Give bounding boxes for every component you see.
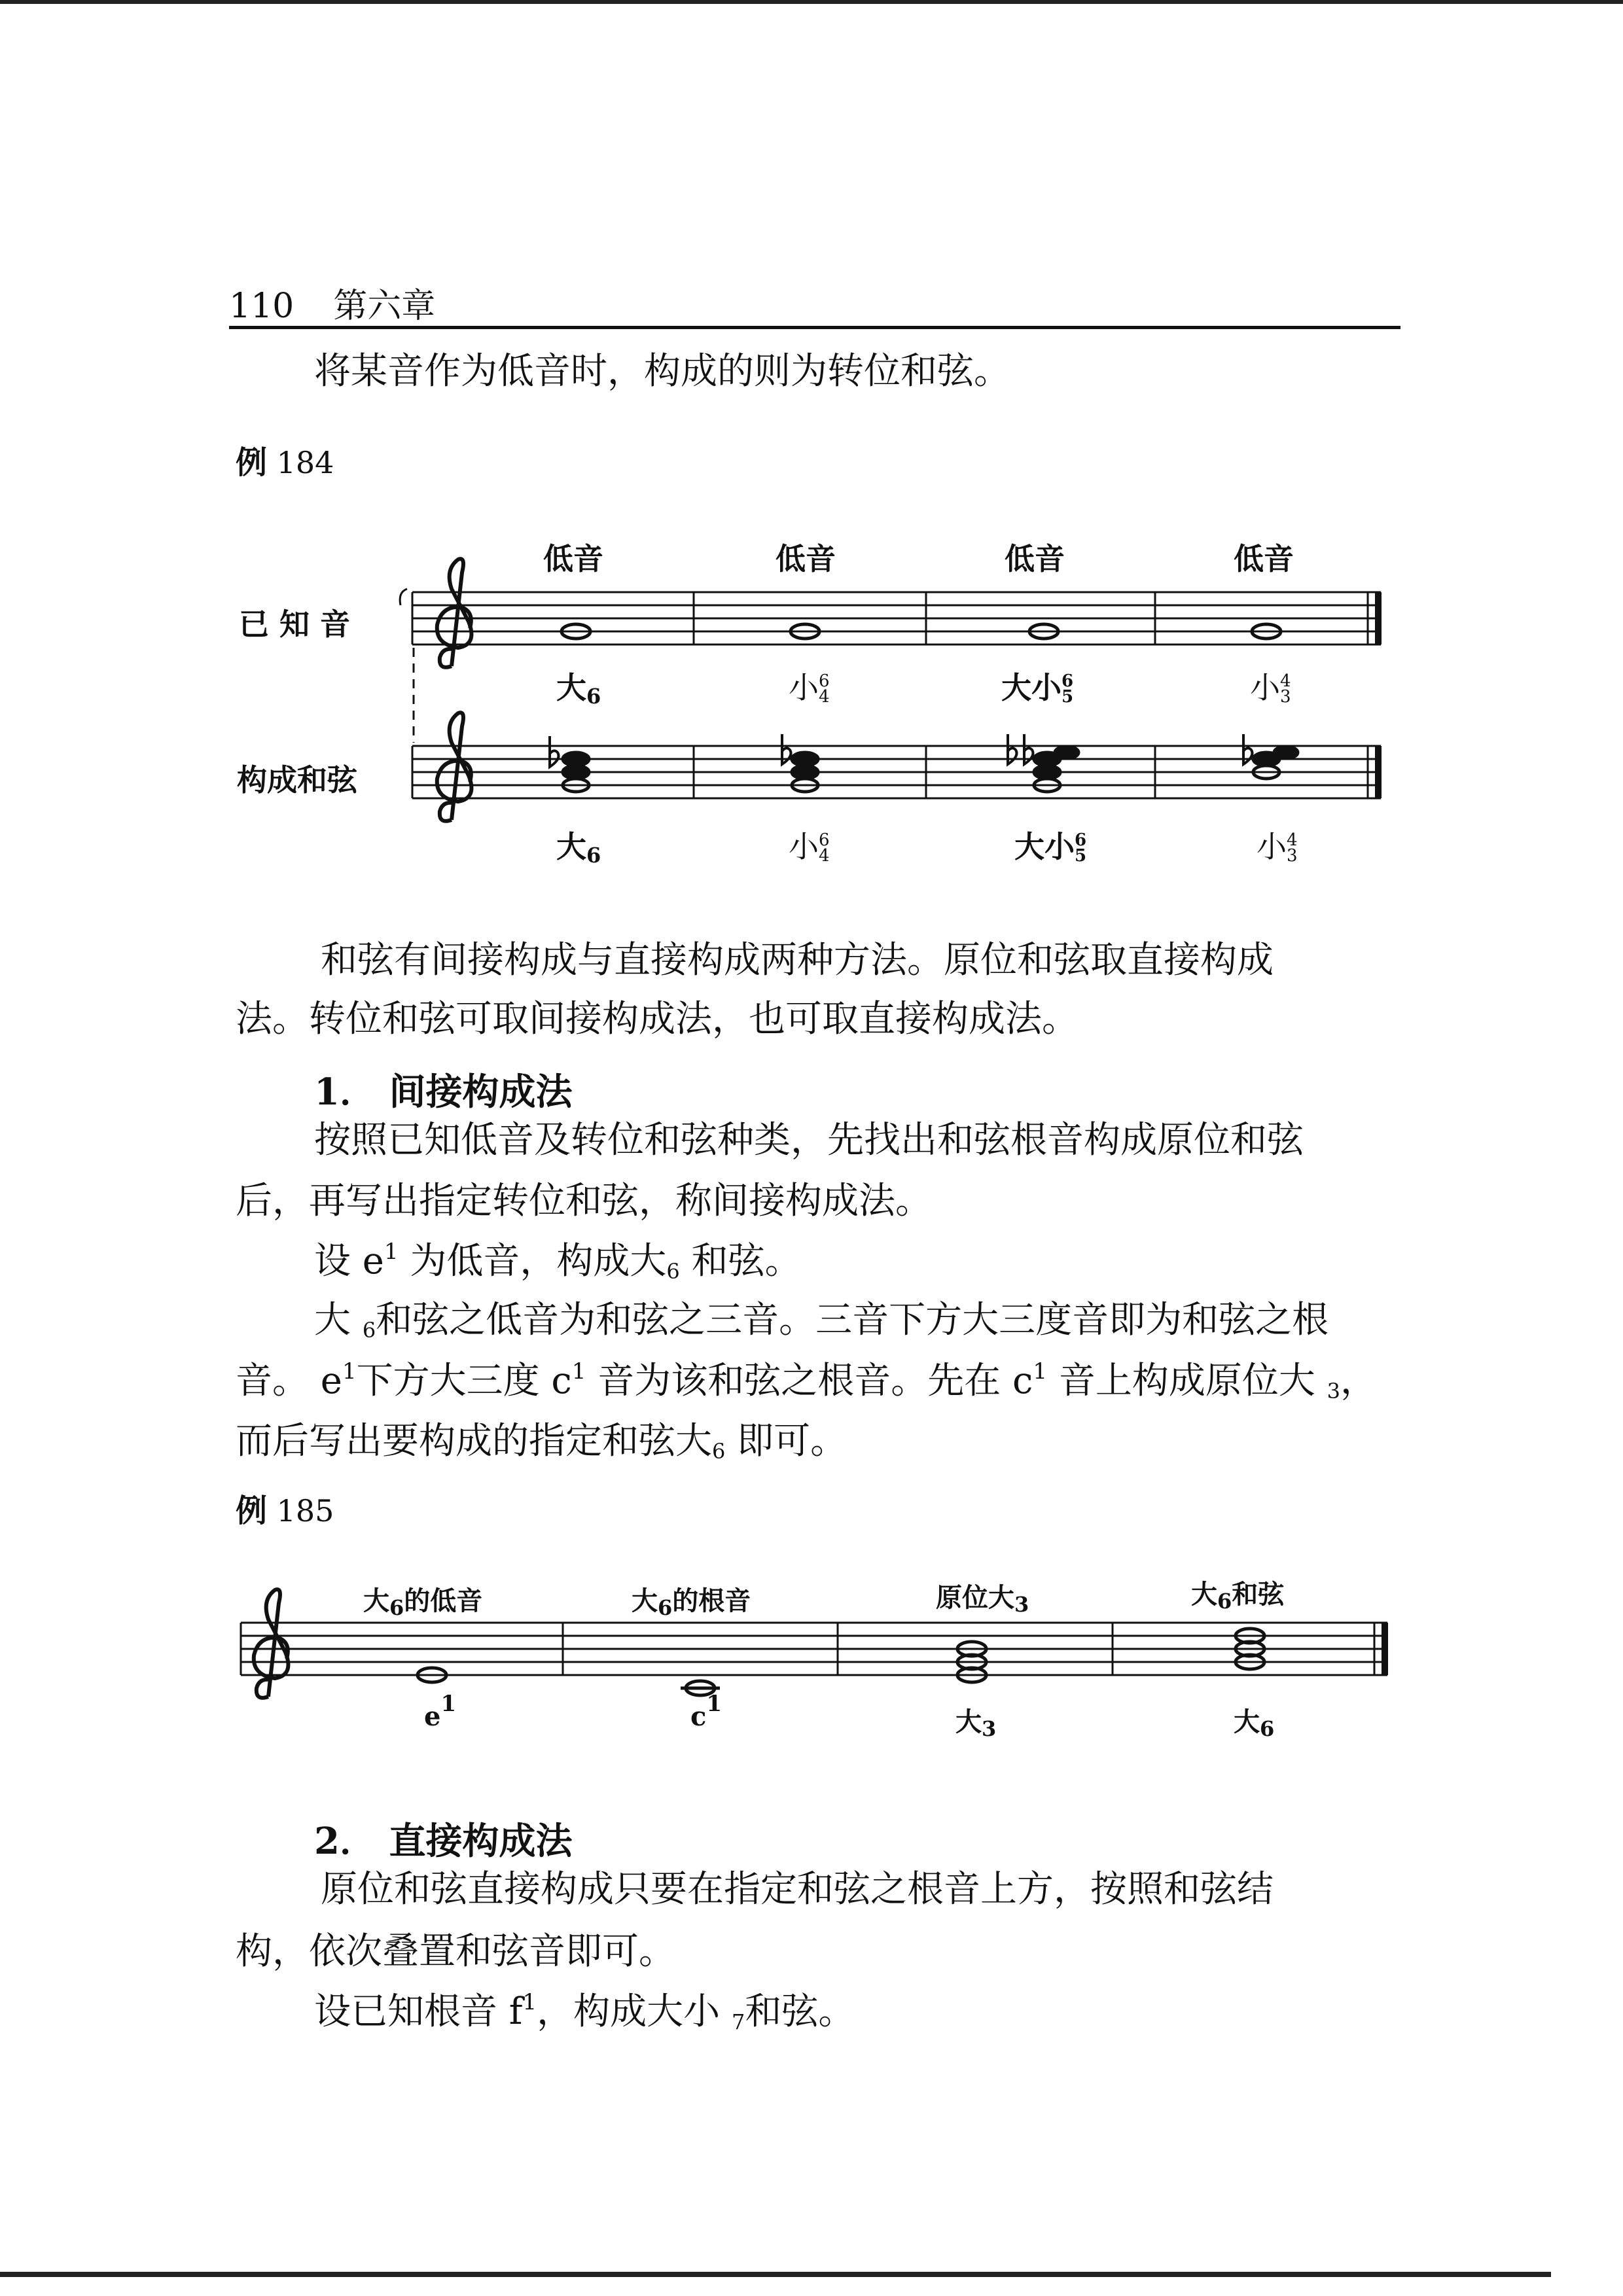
- label-main: e: [424, 1701, 441, 1732]
- chord-sub: 6: [586, 843, 601, 868]
- staff-example-185: [241, 1623, 1387, 1675]
- bass-label-4: 低音: [1234, 541, 1294, 576]
- barlines-184: [412, 592, 1368, 798]
- bass-label-1: 低音: [543, 541, 603, 576]
- label-sub: 3: [1014, 1592, 1029, 1617]
- section-2-para-2: [314, 1989, 855, 2034]
- label-main: 大: [1234, 1706, 1260, 1737]
- chord-sub: 4: [819, 687, 830, 707]
- chord-main: 小: [1250, 670, 1280, 705]
- section-1-para-2: [314, 1239, 802, 1284]
- text-run: ，: [1340, 1360, 1377, 1402]
- chord-main: 小: [1257, 829, 1287, 864]
- flat-icon: [550, 734, 1253, 767]
- text-run: 下方大三度 c: [356, 1360, 572, 1402]
- chord-sub: 4: [819, 846, 830, 866]
- section-1-para-3-line-2: [236, 1358, 1377, 1404]
- section-1-para-3-line-3: [236, 1420, 847, 1464]
- text-sup: 1: [383, 1239, 399, 1265]
- label-post: 的低音: [404, 1585, 483, 1616]
- chord-main: 大小: [1001, 670, 1061, 705]
- intro-line: 将某音作为低音时，构成的则为转位和弦。: [314, 350, 1010, 393]
- methods-line-2: 法。转位和弦可取间接构成法，也可取直接构成法。: [236, 998, 1079, 1040]
- label-sub: 3: [982, 1716, 997, 1741]
- text-run: 音上构成原位大: [1047, 1360, 1327, 1402]
- ex185-bottom-label-3: [955, 1701, 996, 1739]
- section-1-heading: 1． 间接构成法: [314, 1070, 573, 1114]
- section-2-para-1-line-1: 原位和弦直接构成只要在指定和弦之根音上方，按照和弦结: [321, 1868, 1274, 1911]
- text-run: ，构成大小: [537, 1990, 732, 2033]
- label-post: 的根音: [672, 1585, 751, 1616]
- section-1-para-3-line-1: [314, 1299, 1329, 1343]
- section-2-para-1-line-2: 构，依次叠置和弦音即可。: [236, 1930, 675, 1973]
- chord-sub: 5: [1075, 846, 1087, 866]
- label-sup: 1: [440, 1691, 457, 1717]
- text-run: 为低音，构成大: [398, 1240, 667, 1282]
- text-sup: 1: [342, 1358, 357, 1385]
- label-post: 和弦: [1232, 1579, 1285, 1610]
- example-number: 185: [276, 1493, 334, 1528]
- chord-sup: 4: [1280, 671, 1291, 691]
- text-run: 音。 e: [236, 1360, 342, 1402]
- label-main: c: [690, 1701, 707, 1732]
- text-sub: 6: [362, 1318, 376, 1343]
- section-1-para-1-line-2: 后，再写出指定转位和弦，称间接构成法。: [236, 1180, 932, 1222]
- label-main: 大: [632, 1585, 658, 1616]
- chord-main: 大小: [1014, 829, 1075, 864]
- text-sup: 1: [1033, 1358, 1048, 1385]
- chord-sub: 5: [1061, 687, 1074, 707]
- chord-sup: 6: [819, 671, 830, 691]
- chord-main: 大: [556, 670, 586, 705]
- chapter-title: 第六章: [333, 287, 436, 326]
- treble-clef-icon: [254, 1589, 289, 1698]
- chord-sup: 4: [1287, 830, 1298, 850]
- text-sub: 7: [731, 2009, 745, 2034]
- chord-main: 小: [789, 829, 819, 864]
- label-main: 大: [363, 1585, 389, 1616]
- example-185-label: [236, 1485, 334, 1530]
- chord-sup: 6: [1075, 830, 1087, 850]
- chord-main: 小: [789, 670, 819, 705]
- text-sub: 6: [712, 1439, 726, 1464]
- section-2-heading: 2． 直接构成法: [314, 1820, 573, 1863]
- text-run: 大: [314, 1299, 363, 1341]
- text-run: 和弦之低音为和弦之三音。三音下方大三度音即为和弦之根: [376, 1299, 1329, 1341]
- text-run: 设已知根音 f: [314, 1990, 523, 2033]
- text-run: 设 e: [314, 1240, 384, 1282]
- chord-main: 大: [556, 829, 586, 864]
- label-sup: 1: [706, 1691, 722, 1717]
- label-sub: 6: [1260, 1716, 1275, 1741]
- example-prefix: 例: [236, 1492, 268, 1529]
- chord-sub: 3: [1280, 687, 1291, 707]
- bass-label-2: 低音: [776, 541, 836, 576]
- treble-clef-icon: [437, 559, 472, 667]
- label-sub: 6: [1217, 1589, 1232, 1614]
- treble-clef-icon: [437, 713, 472, 821]
- label-sub: 6: [389, 1595, 404, 1620]
- chord-sup: 6: [819, 830, 830, 850]
- ex185-bottom-label-4: [1234, 1701, 1274, 1739]
- chord-sub: 6: [586, 684, 601, 709]
- chord-sub: 3: [1287, 846, 1298, 866]
- text-sup: 1: [571, 1358, 586, 1385]
- text-run: 和弦。: [679, 1240, 802, 1282]
- example-prefix: 例: [236, 444, 268, 481]
- label-sub: 6: [658, 1595, 673, 1620]
- staff-known-notes: [412, 592, 1381, 645]
- ex185-bottom-label-1: [424, 1691, 457, 1732]
- text-sub: 6: [666, 1259, 680, 1284]
- methods-line-1: 和弦有间接构成与直接构成两种方法。原位和弦取直接构成: [321, 939, 1274, 981]
- page-number: 110: [229, 287, 294, 326]
- text-run: 音为该和弦之根音。先在 c: [586, 1360, 1033, 1402]
- example-number: 184: [276, 445, 334, 480]
- text-sup: 1: [522, 1989, 537, 2015]
- label-main: 大: [955, 1706, 982, 1737]
- section-1-para-1-line-1: 按照已知低音及转位和弦种类，先找出和弦根音构成原位和弦: [314, 1119, 1304, 1161]
- label-main: 大: [1191, 1579, 1217, 1610]
- text-run: 而后写出要构成的指定和弦大: [236, 1420, 712, 1462]
- text-run: 即可。: [725, 1420, 847, 1462]
- text-sub: 3: [1327, 1379, 1340, 1404]
- ex185-bottom-label-2: [690, 1691, 722, 1732]
- row-label-built-chord: 构成和弦: [237, 762, 357, 798]
- chord-sup: 6: [1061, 671, 1074, 691]
- label-main: 原位大: [936, 1582, 1014, 1613]
- text-run: 和弦。: [745, 1990, 855, 2033]
- ex185-top-label-2: [632, 1580, 751, 1620]
- bass-label-3: 低音: [1005, 541, 1065, 576]
- ex185-top-label-3: [936, 1577, 1029, 1617]
- row-label-known-note: 已 知 音: [239, 607, 351, 642]
- ex185-top-label-1: [363, 1580, 483, 1620]
- ex185-top-label-4: [1191, 1574, 1285, 1614]
